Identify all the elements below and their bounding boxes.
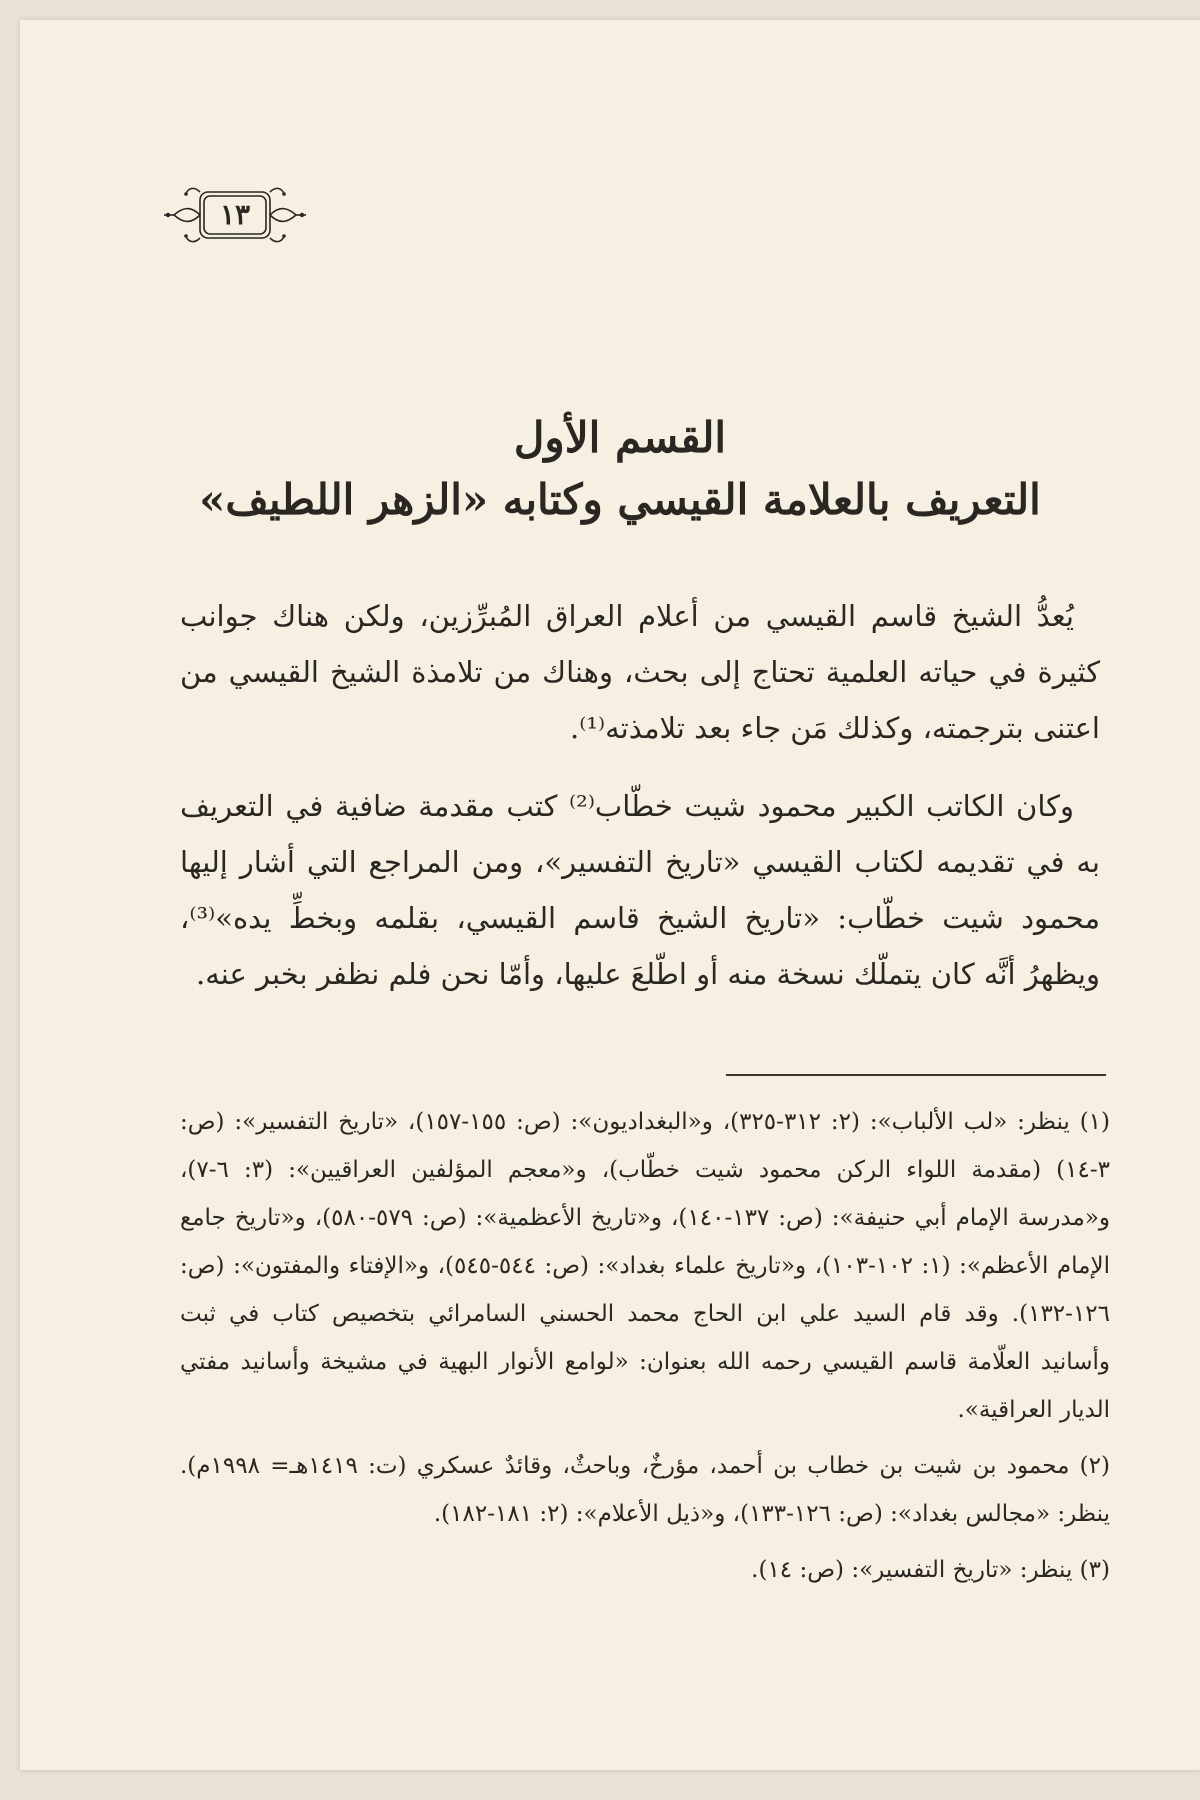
body-text <box>180 588 1100 1024</box>
section-subtitle: التعريف بالعلامة القيسي وكتابه «الزهر اللطيف» <box>199 475 1041 524</box>
footnote: (٢) محمود بن شيت بن خطاب بن أحمد، مؤرخٌ، وباحثٌ، وقائدٌ عسكري (ت: ١٤١٩هـ= ١٩٩٨م). ينظر: «مجالس بغداد»: (ص: ١٢٦-١٣٣)، و«ذيل الأعلام»: (٢: ١٨١-١٨٢). <box>180 1453 1110 1527</box>
book-page <box>20 20 1200 1770</box>
page-number: ١٣ <box>219 198 251 231</box>
footnote: (١) ينظر: «لب الألباب»: (٢: ٣١٢-٣٢٥)، و«البغداديون»: (ص: ١٥٥-١٥٧)، «تاريخ التفسير»: (ص: ٣-١٤) (مقدمة اللواء الركن محمود شيت خطّاب)، و«معجم المؤلفين العراقيين»: (٣: ٦-٧)، و«مدرسة الإمام أبي حنيفة»: (ص: ١٣٧-١٤٠)، و«تاريخ الأعظمية»: (ص: ٥٧٩-٥٨٠)، و«تاريخ جامع الإمام الأعظم»: (١: ١٠٢-١٠٣)، و«تاريخ علماء بغداد»: (ص: ٥٤٤-٥٤٥)، و«الإفتاء والمفتون»: (ص: ١٢٦-١٣٢). وقد قام السيد علي ابن الحاج محمد الحسني السامرائي بتخصيص كتاب في ثبت وأسانيد العلّامة قاسم القيسي رحمه الله بعنوان: «لوامع الأنوار البهية في مشيخة وأسانيد مفتي الديار العراقية». <box>180 1109 1111 1423</box>
section-title: القسم الأول <box>513 413 727 462</box>
footnote: (٣) ينظر: «تاريخ التفسير»: (ص: ١٤). <box>751 1557 1110 1583</box>
page-number-ornament <box>160 180 310 250</box>
footnote-divider <box>726 1074 1106 1076</box>
body-paragraph: وكان الكاتب الكبير محمود شيت خطّاب⁽²⁾ كتب مقدمة ضافية في التعريف به في تقديمه لكتاب القيسي «تاريخ التفسير»، ومن المراجع التي أشار إليها محمود شيت خطّاب: «تاريخ الشيخ قاسم القيسي، بقلمه وبخطِّ يده»⁽³⁾، ويظهرُ أنَّه كان يتملّك نسخة منه أو اطّلعَ عليها، وأمّا نحن فلم نظفر بخبر عنه. <box>180 789 1100 991</box>
body-paragraph: يُعدُّ الشيخ قاسم القيسي من أعلام العراق المُبرِّزين، ولكن هناك جوانب كثيرة في حياته العلمية تحتاج إلى بحث، وهناك من تلامذة الشيخ القيسي من اعتنى بترجمته، وكذلك مَن جاء بعد تلامذته⁽¹⁾. <box>180 599 1100 745</box>
footnotes <box>180 1098 1110 1598</box>
